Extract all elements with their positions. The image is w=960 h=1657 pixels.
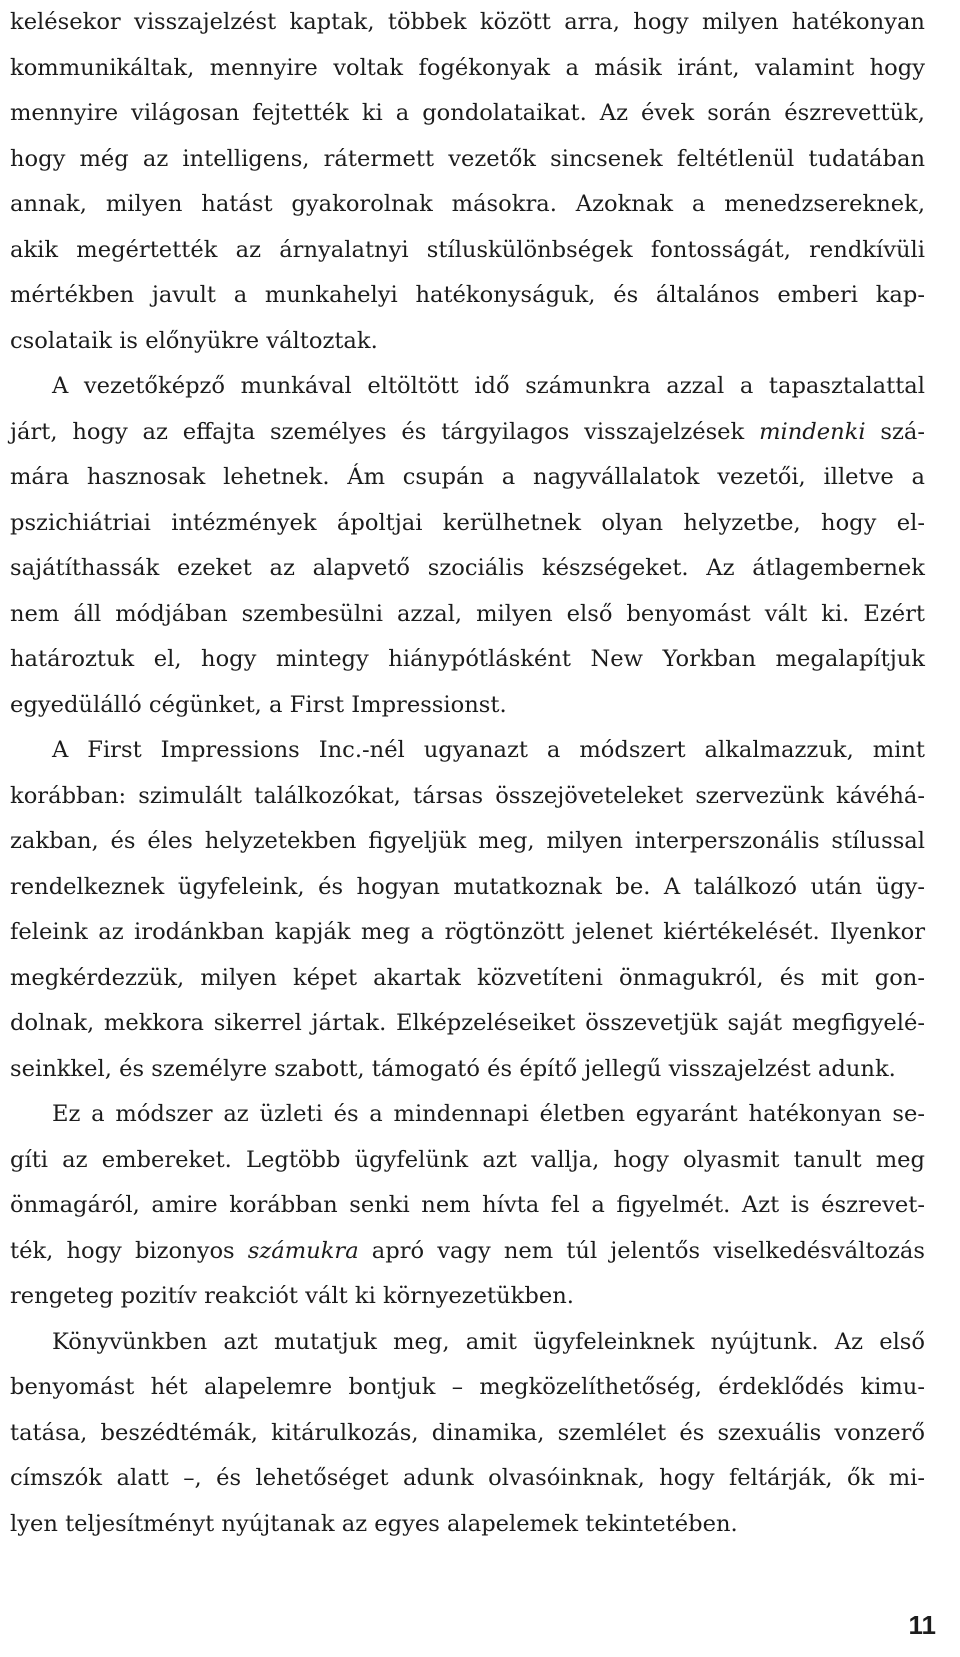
text-line: zakban, és éles helyzetekben figyeljük meg, milyen interperszonális stílussal: [10, 828, 925, 854]
text-line: megkérdezzük, milyen képet akartak közvetíteni önmagukról, és mit gon-: [10, 964, 925, 991]
italic-emphasis: mindenki: [759, 418, 866, 445]
text-line: hogy még az intelligens, rátermett vezetők sincsenek feltétlenül tudatában: [10, 145, 925, 172]
text-line: címszók alatt –, és lehetőséget adunk olvasóinknak, hogy feltárják, ők mi-: [10, 1465, 925, 1491]
text-segment: apró vagy nem túl jelentős viselkedésváltozás: [358, 1237, 925, 1264]
paragraph-start-line: Ez a módszer az üzleti és a mindennapi életben egyaránt hatékonyan se-: [52, 1101, 925, 1127]
text-line: feleink az irodánkban kapják meg a rögtönzött jelenet kiértékelését. Ilyenkor: [10, 919, 925, 945]
text-line: nem áll módjában szembesülni azzal, milyen első benyomást vált ki. Ezért: [10, 600, 925, 627]
text-line: [10, 1229, 925, 1275]
paragraph-end-line: csolataik is előnyükre változtak.: [10, 327, 378, 354]
text-line: kelésekor visszajelzést kaptak, többek között arra, hogy milyen hatékonyan: [10, 9, 925, 35]
paragraph-end-line: seinkkel, és személyre szabott, támogató és építő jellegű visszajelzést adunk.: [10, 1055, 896, 1082]
book-page: [10, 0, 940, 1657]
text-line: [10, 410, 925, 456]
body-text: [10, 0, 925, 1547]
text-segment: járt, hogy az effajta személyes és tárgyilagos visszajelzések: [10, 418, 760, 445]
text-line: tatása, beszédtémák, kitárulkozás, dinamika, szemlélet és szexuális vonzerő: [10, 1419, 925, 1446]
text-line: gíti az embereket. Legtöbb ügyfelünk azt vallja, hogy olyasmit tanult meg: [10, 1146, 925, 1173]
paragraph-start-line: A vezetőképző munkával eltöltött idő számunkra azzal a tapasztalattal: [52, 373, 925, 399]
page-number: 11: [908, 1610, 936, 1640]
text-line: korábban: szimulált találkozókat, társas összejöveteleket szervezünk kávéhá-: [10, 782, 925, 809]
text-line: rendelkeznek ügyfeleink, és hogyan mutatkoznak be. A találkozó után ügy-: [10, 873, 925, 900]
text-line: dolnak, mekkora sikerrel jártak. Elképzeléseiket összevetjük saját megfigyelé-: [10, 1010, 925, 1036]
text-line: kommunikáltak, mennyire voltak fogékonyak a másik iránt, valamint hogy: [10, 54, 925, 81]
text-segment: ték, hogy bizonyos: [10, 1237, 248, 1264]
text-line: sajátíthassák ezeket az alapvető szociális készségeket. Az átlagembernek: [10, 555, 925, 581]
text-line: mennyire világosan fejtették ki a gondolataikat. Az évek során észrevettük,: [10, 100, 925, 126]
paragraph-end-line: egyedülálló cégünket, a First Impressionst.: [10, 691, 507, 718]
text-line: pszichiátriai intézmények ápoltjai kerülhetnek olyan helyzetbe, hogy el-: [10, 509, 925, 536]
text-line: benyomást hét alapelemre bontjuk – megközelíthetőség, érdeklődés kimu-: [10, 1374, 925, 1400]
paragraph-start-line: A First Impressions Inc.-nél ugyanazt a módszert alkalmazzuk, mint: [52, 737, 925, 763]
paragraph-end-line: rengeteg pozitív reakciót vált ki környezetükben.: [10, 1283, 574, 1309]
text-line: mára hasznosak lehetnek. Ám csupán a nagyvállalatok vezetői, illetve a: [10, 464, 925, 490]
text-line: mértékben javult a munkahelyi hatékonyságuk, és általános emberi kap-: [10, 282, 925, 308]
paragraph-start-line: Könyvünkben azt mutatjuk meg, amit ügyfeleinknek nyújtunk. Az első: [52, 1328, 925, 1355]
text-line: határoztuk el, hogy mintegy hiánypótlásként New Yorkban megalapítjuk: [10, 646, 925, 672]
italic-emphasis: számukra: [247, 1237, 359, 1264]
text-line: akik megértették az árnyalatnyi stíluskülönbségek fontosságát, rendkívüli: [10, 236, 925, 263]
text-segment: szá-: [865, 418, 925, 445]
text-line: önmagáról, amire korábban senki nem hívta fel a figyelmét. Azt is észrevet-: [10, 1192, 925, 1218]
text-line: annak, milyen hatást gyakorolnak másokra. Azoknak a menedzsereknek,: [10, 191, 925, 217]
paragraph-end-line: lyen teljesítményt nyújtanak az egyes alapelemek tekintetében.: [10, 1510, 738, 1537]
